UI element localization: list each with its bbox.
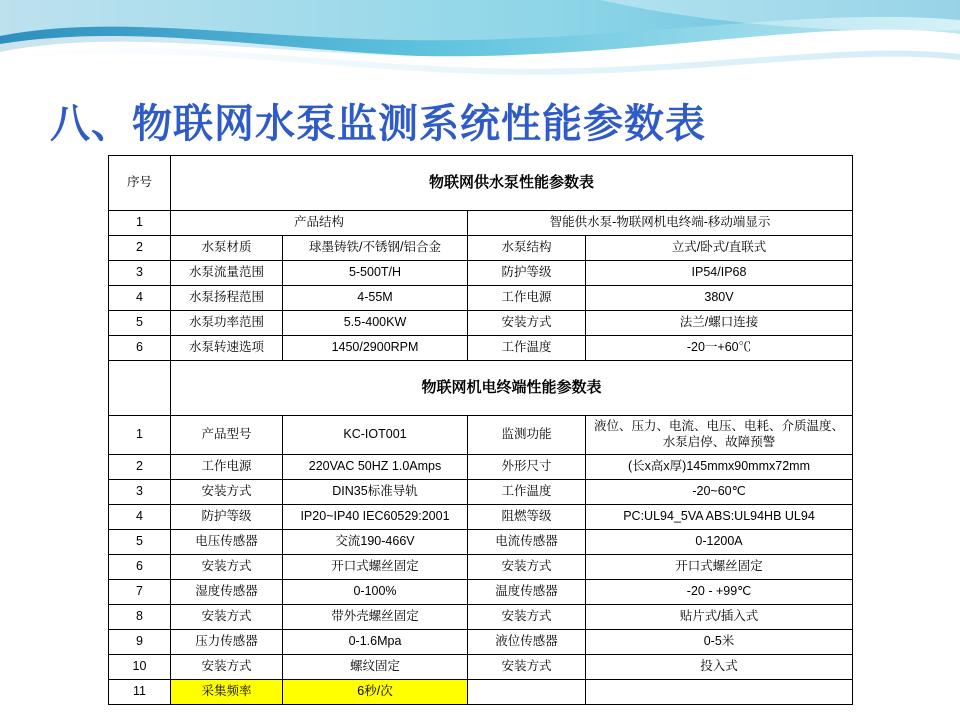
row-no: 11: [109, 680, 171, 705]
table-row: [109, 605, 853, 630]
row-value-1: 螺纹固定: [283, 655, 468, 680]
row-label-2: 安装方式: [468, 655, 586, 680]
table-row-highlighted: [109, 680, 853, 705]
row-label-2: 液位传感器: [468, 630, 586, 655]
row-value-1: 交流190-466V: [283, 530, 468, 555]
row-value-2: [586, 680, 853, 705]
row-label-1: 水泵材质: [171, 236, 283, 261]
row-value-1: DIN35标准导轨: [283, 480, 468, 505]
table-row: [109, 655, 853, 680]
row-value-2: 380V: [586, 286, 853, 311]
row-label-2: 工作温度: [468, 480, 586, 505]
row-label-2: [468, 680, 586, 705]
row-value-1: 0-100%: [283, 580, 468, 605]
row-label-2: 温度传感器: [468, 580, 586, 605]
row-label-1: 安装方式: [171, 605, 283, 630]
section-title-1: 物联网供水泵性能参数表: [171, 156, 853, 211]
row-value-2: 开口式螺丝固定: [586, 555, 853, 580]
row-label-1: 工作电源: [171, 455, 283, 480]
row-value-1: 开口式螺丝固定: [283, 555, 468, 580]
row-no: 8: [109, 605, 171, 630]
row-value-2: 0-1200A: [586, 530, 853, 555]
row-no: 1: [109, 416, 171, 455]
row-value-2: 投入式: [586, 655, 853, 680]
row-value-2: -20~60℃: [586, 480, 853, 505]
row-label-2: 智能供水泵-物联网机电终端-移动端显示: [468, 211, 853, 236]
row-label-1: 防护等级: [171, 505, 283, 530]
row-no: 4: [109, 505, 171, 530]
row-label-2: 安装方式: [468, 605, 586, 630]
row-no: 2: [109, 455, 171, 480]
row-label-1: 产品型号: [171, 416, 283, 455]
table-row: [109, 505, 853, 530]
row-label-2: 安装方式: [468, 555, 586, 580]
section2-empty-no-cell: [109, 361, 171, 416]
table-row: [109, 455, 853, 480]
row-value-1: 4-55M: [283, 286, 468, 311]
row-label-2: 阻燃等级: [468, 505, 586, 530]
table-row: [109, 555, 853, 580]
row-no: 10: [109, 655, 171, 680]
row-value-2: 0-5米: [586, 630, 853, 655]
row-value-1: 5-500T/H: [283, 261, 468, 286]
row-value-2: -20一+60℃: [586, 336, 853, 361]
table-row: [109, 336, 853, 361]
row-label-2: 安装方式: [468, 311, 586, 336]
row-label-1: 安装方式: [171, 655, 283, 680]
row-label-2: 水泵结构: [468, 236, 586, 261]
table-row: [109, 480, 853, 505]
row-label-2: 监测功能: [468, 416, 586, 455]
row-value-2: 贴片式/插入式: [586, 605, 853, 630]
row-no: 7: [109, 580, 171, 605]
row-no: 5: [109, 311, 171, 336]
row-label-2: 工作电源: [468, 286, 586, 311]
table-row: [109, 236, 853, 261]
row-value-1: 0-1.6Mpa: [283, 630, 468, 655]
parameter-table: [108, 155, 853, 705]
row-label-1: 水泵功率范围: [171, 311, 283, 336]
row-label-1: 水泵流量范围: [171, 261, 283, 286]
row-label-1: 安装方式: [171, 555, 283, 580]
table-row: [109, 286, 853, 311]
row-no: 1: [109, 211, 171, 236]
row-value-1: 球墨铸铁/不锈钢/铝合金: [283, 236, 468, 261]
table-row: [109, 311, 853, 336]
row-label-1: 产品结构: [171, 211, 468, 236]
table-row: [109, 530, 853, 555]
row-label-1: 采集频率: [171, 680, 283, 705]
row-value-2: PC:UL94_5VA ABS:UL94HB UL94: [586, 505, 853, 530]
row-no: 3: [109, 261, 171, 286]
row-value-2: -20 - +99℃: [586, 580, 853, 605]
table-row: [109, 416, 853, 455]
table-row: [109, 630, 853, 655]
table-row: [109, 211, 853, 236]
row-value-1: 带外壳螺丝固定: [283, 605, 468, 630]
row-no: 2: [109, 236, 171, 261]
row-value-1: KC-IOT001: [283, 416, 468, 455]
row-value-2: (长x高x厚)145mmx90mmx72mm: [586, 455, 853, 480]
table-row: [109, 580, 853, 605]
row-label-1: 安装方式: [171, 480, 283, 505]
row-label-1: 压力传感器: [171, 630, 283, 655]
row-label-2: 工作温度: [468, 336, 586, 361]
row-no: 9: [109, 630, 171, 655]
row-no: 5: [109, 530, 171, 555]
section-header-row-2: [109, 361, 853, 416]
table-header-row: [109, 156, 853, 211]
row-label-1: 湿度传感器: [171, 580, 283, 605]
row-label-1: 电压传感器: [171, 530, 283, 555]
row-label-2: 外形尺寸: [468, 455, 586, 480]
row-value-2: IP54/IP68: [586, 261, 853, 286]
row-label-1: 水泵扬程范围: [171, 286, 283, 311]
row-no: 4: [109, 286, 171, 311]
row-value-1: 6秒/次: [283, 680, 468, 705]
page-title: 八、物联网水泵监测系统性能参数表: [50, 102, 706, 146]
row-no: 6: [109, 336, 171, 361]
row-value-2: 立式/卧式/直联式: [586, 236, 853, 261]
row-value-1: 5.5-400KW: [283, 311, 468, 336]
row-label-2: 电流传感器: [468, 530, 586, 555]
row-value-1: 220VAC 50HZ 1.0Amps: [283, 455, 468, 480]
row-label-2: 防护等级: [468, 261, 586, 286]
row-value-1: 1450/2900RPM: [283, 336, 468, 361]
section-title-2: 物联网机电终端性能参数表: [171, 361, 853, 416]
parameter-table-container: [108, 155, 852, 705]
row-no: 3: [109, 480, 171, 505]
row-no: 6: [109, 555, 171, 580]
header-cell-no: 序号: [109, 156, 171, 211]
row-value-2: 法兰/螺口连接: [586, 311, 853, 336]
slide-banner-decoration: [0, 0, 960, 92]
row-label-1: 水泵转速选项: [171, 336, 283, 361]
row-value-1: IP20~IP40 IEC60529:2001: [283, 505, 468, 530]
table-row: [109, 261, 853, 286]
row-value-2: 液位、压力、电流、电压、电耗、介质温度、水泵启停、故障预警: [586, 416, 853, 455]
